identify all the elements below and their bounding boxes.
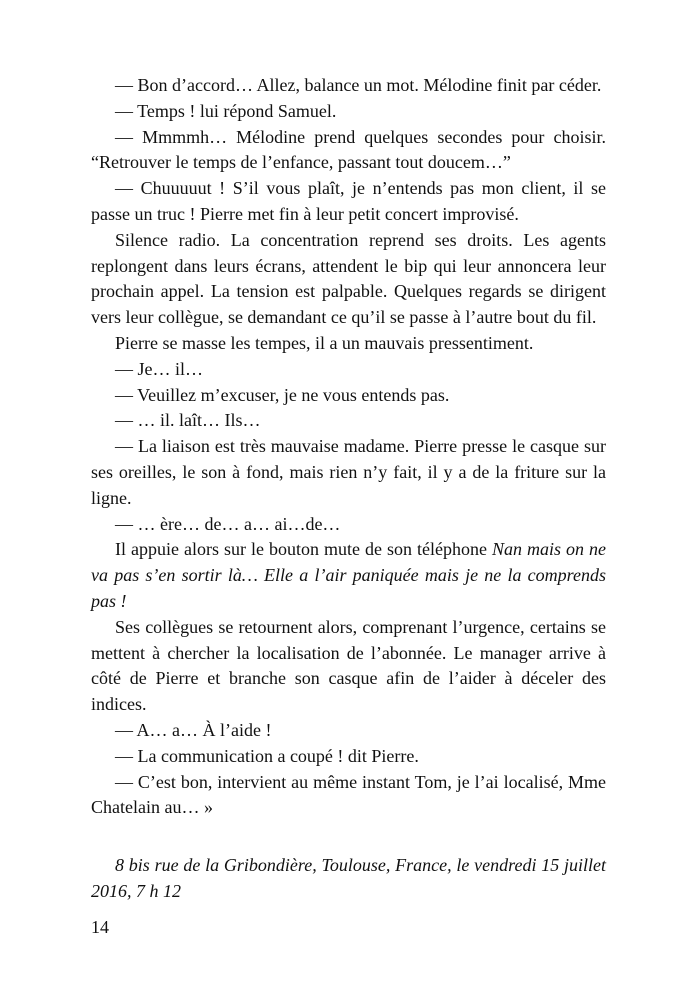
paragraph: Silence radio. La concentration reprend ses droits. Les agents replongent dans leurs écrans, attendent le bip qui leur annoncera leur prochain appel. La tension est palpable. Quelques regards se dirigent vers leur collègue, se demandant ce qu’il se passe à l’autre bout du fil. <box>91 229 606 328</box>
mute-paragraph <box>91 537 606 614</box>
paragraph: — Je… il… <box>115 358 203 379</box>
paragraph: — Bon d’accord… Allez, balance un mot. Mélodine finit par céder. <box>115 75 602 95</box>
section-gap <box>91 821 606 853</box>
paragraph: — La liaison est très mauvaise madame. Pierre presse le casque sur ses oreilles, le son à fond, mais rien n’y fait, il y a de la friture sur la ligne. <box>91 436 606 508</box>
paragraph: — Veuillez m’excuser, je ne vous entends pas. <box>115 384 450 405</box>
paragraph: — C’est bon, intervient au même instant Tom, je l’ai localisé, Mme Chatelain au… » <box>91 771 606 818</box>
paragraph: — La communication a coupé ! dit Pierre. <box>115 745 419 766</box>
paragraph: — … ère… de… a… ai…de… <box>115 513 341 534</box>
paragraph: — A… a… À l’aide ! <box>115 719 272 740</box>
inner-thought: Nan mais on ne va pas s’en sortir là… Elle a l’air paniquée mais je ne la comprends pas ! <box>91 539 607 611</box>
paragraph: — … il. laît… Ils… <box>115 410 261 431</box>
paragraph: — Mmmmh… Mélodine prend quelques secondes pour choisir. “Retrouver le temps de l’enfance, passant tout doucem…” <box>91 126 606 173</box>
page-body <box>91 73 606 905</box>
paragraph: — Chuuuuut ! S’il vous plaît, je n’entends pas mon client, il se passe un truc ! Pierre met fin à leur petit concert improvisé. <box>91 178 606 224</box>
location-heading: 8 bis rue de la Gribondière, Toulouse, France, le vendredi 15 juillet 2016, 7 h 12 <box>91 855 606 901</box>
paragraph: Pierre se masse les tempes, il a un mauvais pressentiment. <box>115 332 534 353</box>
paragraph: — Temps ! lui répond Samuel. <box>115 100 337 121</box>
mute-paragraph-text: Il appuie alors sur le bouton mute de son téléphone <box>115 539 492 560</box>
paragraph: Ses collègues se retournent alors, comprenant l’urgence, certains se mettent à chercher la localisation de l’abonnée. Le manager arrive à côté de Pierre et branche son casque afin de l’aider à déceler des indices. <box>91 616 606 715</box>
page-number: 14 <box>91 917 109 937</box>
